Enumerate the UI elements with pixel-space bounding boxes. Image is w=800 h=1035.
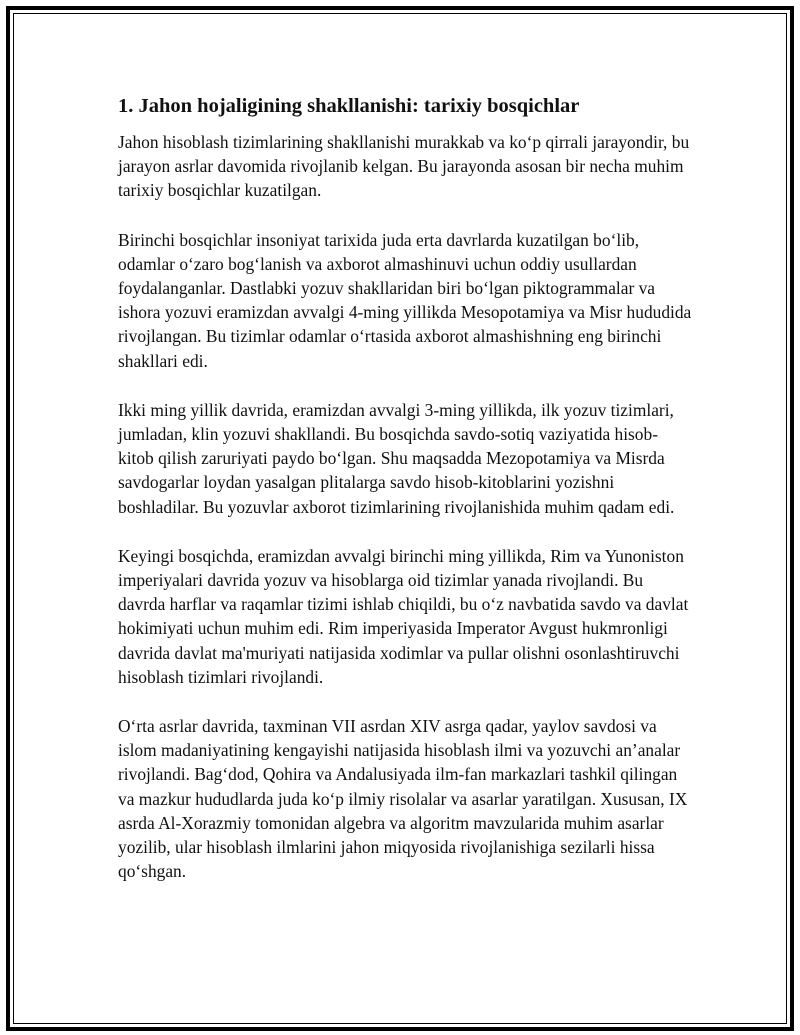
paragraph-intro: Jahon hisoblash tizimlarining shakllanishi murakkab va ko‘p qirrali jarayondir, bu jarayon asrlar davomida rivojlanib kelgan. Bu jarayonda asosan bir necha muhim tarixiy bosqichlar kuzatilgan. (118, 132, 690, 201)
document-title: 1. Jahon hojaligining shakllanishi: tarixiy bosqichlar (118, 95, 580, 117)
paragraph-first-stage: Birinchi bosqichlar insoniyat tarixida juda erta davrlarda kuzatilgan bo‘lib, odamlar o‘zaro bog‘lanish va axborot almashinuvi uchun oddiy usullardan foydalanganlar. Dastlabki yozuv shakllaridan biri bo‘lgan piktogrammalar va ishora yozuvi eramizdan avvalgi 4-ming yillikda Mesopotamiya va Misr hududida rivojlangan. Bu tizimlar odamlar o‘rtasida axborot almashishning eng birinchi shakllari edi. (118, 229, 692, 371)
paragraph-roman-greek-stage: Keyingi bosqichda, eramizdan avvalgi birinchi ming yillikda, Rim va Yunoniston imperiyalari davrida yozuv va hisoblarga oid tizimlar yanada rivojlandi. Bu davrda harflar va raqamlar tizimi ishlab chiqildi, bu o‘z navbatida savdo va davlat hokimiyati uchun muhim edi. Rim imperiyasida Imperator Avgust hukmronligi davrida davlat ma'muriyati natijasida xodimlar va pullar olishni osonlashtiruvchi hisoblash tizimlari rivojlandi. (118, 545, 689, 687)
paragraph-second-stage: Ikki ming yillik davrida, eramizdan avvalgi 3-ming yillikda, ilk yozuv tizimlari, jumladan, klin yozuvi shakllandi. Bu bosqichda savdo-sotiq vaziyatida hisob-kitob qilish zaruriyati paydo bo‘lgan. Shu maqsadda Mezopotamiya va Misrda savdogarlar loydan yasalgan plitalarga savdo hisob-kitoblarini yozishni boshladilar. Bu yozuvlar axborot tizimlarining rivojlanishida muhim qadam edi. (118, 399, 675, 517)
document-body (118, 92, 693, 908)
paragraph-middle-ages: O‘rta asrlar davrida, taxminan VII asrdan XIV asrga qadar, yaylov savdosi va islom madaniyatining kengayishi natijasida hisoblash ilmi va yozuvchi an’analar rivojlandi. Bag‘dod, Qohira va Andalusiyada ilm-fan markazlari tashkil qilingan va mazkur hududlarda juda ko‘p ilmiy risolalar va asarlar yaratilgan. Xususan, IX asrda Al-Xorazmiy tomonidan algebra va algoritm mavzularida muhim asarlar yozilib, ular hisoblash ilmlarini jahon miqyosida rivojlanishiga sezilarli hissa qo‘shgan. (118, 716, 688, 882)
